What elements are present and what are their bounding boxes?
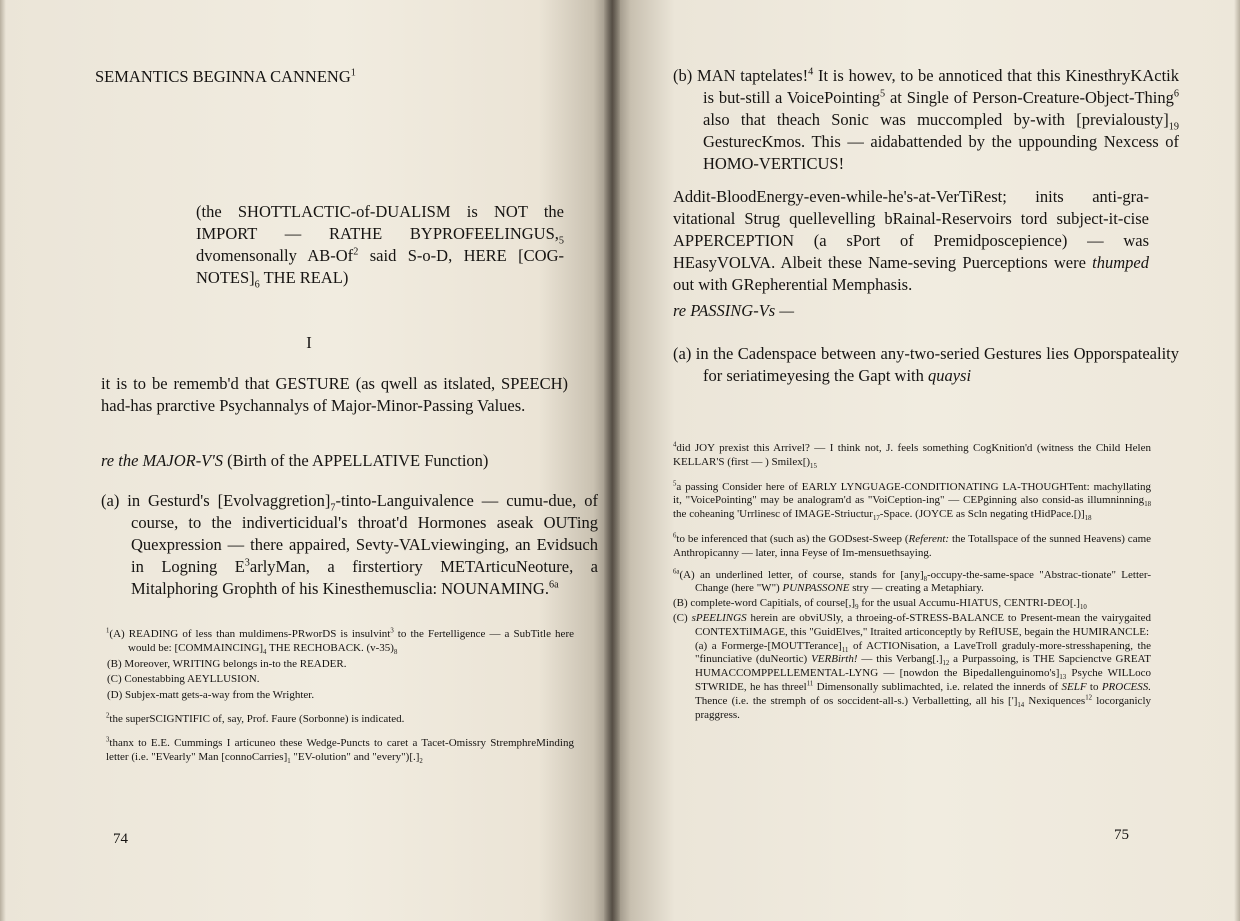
item-b-text-5: GesturecKmos. This — aidabattended by the uppounding Nexcess of HOMO-VERTICUS! — [703, 132, 1179, 173]
footnote-1-a-3: THE RECHOBACK. (v-35) — [266, 641, 394, 654]
subhead-major-vs — [101, 450, 568, 472]
item-b-ref-4: 19 — [1168, 121, 1179, 133]
footnote-3-ref-2: 2 — [419, 757, 423, 765]
item-a-ref-3: 6a — [548, 579, 559, 591]
subhead-rest: (Birth of the APPELLATIVE Function) — [223, 451, 489, 470]
quote-ref-b: 2 — [353, 246, 359, 258]
quote-part-1: (the SHOTTLACTIC-of-DUALISM is NOT the IMPORT — RATHE BYPROFEELINGUS, — [196, 202, 564, 243]
sub-a-6: Dimensonally sublimachted, i.e. related the innerds of — [813, 680, 1062, 693]
footnote-6a-C-text: herein are obviUSly, a throeing-of-STRESS-BALANCE to Present-mean the vairygaited CONTEXTiIMAGE, this "GuidElves," Itraited articonceptly by RefIUSE, begain the HUMIRANCLE: — [695, 611, 1151, 638]
subhead-italic: MAJOR-V'S — [142, 451, 224, 470]
footnote-6a-B-text-2: for the usual Accumu-HIATUS, CENTRI-DEO[.] — [858, 597, 1080, 610]
footnote-1-c: (C) Conestabbing AEYLLUSION. — [107, 673, 260, 686]
footnote-3-text-b: "EV-olution" and "every")[.] — [290, 750, 420, 763]
heading-footnote-ref: 1 — [350, 67, 356, 79]
para2-italic: thumped — [1092, 253, 1149, 272]
footnote-4-marker: 4 — [673, 441, 677, 449]
footnote-6-italic: Referent: — [908, 532, 950, 545]
para2-text-b: out with GRepherential Memphasis. — [673, 275, 913, 294]
footnote-6a-C-italic: sPEELINGS — [691, 611, 747, 624]
footnote-1-ref-3: 8 — [393, 648, 398, 656]
sub-a-9: Nexiquences — [1024, 694, 1086, 707]
footnote-1-marker: 1 — [106, 627, 110, 635]
sub-a-5: Psyche WILLoco STWRIDE, he has threel — [695, 667, 1151, 693]
heading-text: SEMANTICS BEGINNA CANNENG — [95, 67, 351, 86]
footnote-6-text-a: to be inferenced that (such as) the GODsest-Sweep ( — [676, 532, 909, 545]
footnote-1-a-1: (A) READING of less than muldimens-PRworDS is insulvint — [109, 628, 391, 640]
epigraph-quote — [196, 201, 564, 289]
footnote-6a-B — [673, 597, 1151, 611]
footnote-4-text: did JOY prexist this Arrivel? — I think not, J. feels something CogKnition'd (witness the Child Helen KELLAR'S (first — ) Smilex[) — [673, 442, 1151, 468]
footnote-2-text: the superSCIGNTIFIC of, say, Prof. Faure (Sorbonne) is indicated. — [109, 712, 405, 725]
item-a2-italic: quaysi — [927, 366, 972, 385]
item-a-text-2: -tinto-Languivalence — cumu-due, of course, to the indiverticidual's throat'd Hormones aseak OUTing Quexpression — there appaired, Sevty-VALviewinging, an Evidsuch in Logning E — [131, 491, 598, 576]
footnote-2-marker: 2 — [106, 712, 110, 720]
footnote-2 — [106, 713, 574, 727]
quote-ref-a: 5 — [558, 235, 564, 247]
chapter-heading — [95, 66, 565, 88]
footnotes-right — [673, 442, 1151, 722]
footnote-6a-A-text-3: stry — creating a Metaphiary. — [849, 582, 984, 595]
footnote-6a-A-ref: 8 — [923, 575, 928, 583]
footnote-6a-A-italic: PUNPASSONE — [782, 582, 850, 595]
footnote-6a-A-text-2: -occupy-the-same-space "Abstrac-tionate" Letter-Change (here "W") — [695, 568, 1151, 595]
list-item-a — [101, 490, 598, 600]
sub-a-8: Thence (i.e. the stremph of os soccident-all-s.) Verballetting, all his ['] — [695, 694, 1018, 707]
sub-a-3: — this Verbang[.] — [857, 653, 943, 666]
book-gutter — [604, 0, 620, 921]
sub-a-ref-2: 12 — [942, 660, 950, 668]
list-item-a-passing — [673, 343, 1179, 387]
item-b-text-2: It is howev, to be annoticed that this KinesthryKActik is but-still a VoicePointing — [703, 66, 1179, 107]
footnote-5-ref-2: 17 — [872, 515, 880, 523]
footnote-5-text-b: the coheaning 'Urrlinesc of IMAGE-Striuctur — [673, 508, 873, 521]
paragraph-gesture: it is to be rememb'd that GESTURE (as qwell as itslated, SPEECH) had-has prarctive Psychannalys of Major-Minor-Passing Values. — [101, 374, 568, 415]
footnote-5-text-c: -Space. (JOYCE as Scln negating tHidPace.[)] — [879, 508, 1085, 521]
footnote-5-marker: 5 — [673, 479, 677, 487]
item-a-text-3: arlyMan, a firstertiory METArticuNeoture, a Mitalphoring Grophth of his Kinesthemusclia: NOUNAMING. — [131, 557, 598, 598]
sub-a-7: to — [1086, 680, 1102, 693]
footnote-6a-B-ref-2: 10 — [1079, 604, 1087, 612]
right-page — [612, 0, 1240, 921]
footnote-6a-B-ref: 9 — [855, 604, 859, 612]
list-item-b — [673, 65, 1179, 175]
footnote-1-b: (B) Moreover, WRITING belongs in-to the READER. — [107, 657, 347, 670]
footnote-1-d: (D) Subjex-matt gets-a-way from the Wrighter. — [107, 689, 315, 702]
sub-a-4: a Purpassoing, is THE Sapcienctve GREAT HUMACCOMPPELLEMENTAL-LYNG — [nowdon the Bipedallenguinomo's] — [695, 653, 1151, 680]
sub-a-italic-2: SELF — [1061, 680, 1087, 693]
sub-a-ref-6: 12 — [1085, 694, 1093, 702]
sub-a-italic-3: PROCESS. — [1101, 680, 1152, 693]
item-a-ref-1: 7 — [330, 502, 336, 514]
footnote-3-text-a: thanx to E.E. Cummings I articuneo these Wedge-Puncts to caret a Tacet-Omissry StremphreMinding letter (i.e. "EVearly" Man [connoCarries] — [106, 736, 574, 763]
item-b-text-3: at Single of Person-Creature-Object-Thing — [885, 88, 1174, 107]
subhead-re: re the — [101, 451, 143, 470]
footnote-6a-C — [673, 612, 1151, 640]
footnote-6-marker: 6 — [673, 532, 677, 540]
page-number-right: 75 — [1114, 827, 1129, 843]
footnote-6-text-b: the Totallspace of the sunned Heavens) came Anthropicanny — later, inna Feyse of Im-mensuethsaying. — [673, 532, 1152, 559]
footnote-6a-C-sub-a — [673, 640, 1151, 723]
footnote-3-marker: 3 — [106, 736, 110, 744]
subhead-passing-vs — [673, 300, 1149, 322]
sub-a-ref-3: 13 — [1059, 674, 1067, 682]
sub-a-italic-1: VERBirth! — [811, 653, 858, 666]
para2-text-a: Addit-BloodEnergy-even-while-he's-at-VerTiRest; inits anti-gra-vitational Strug quellevelling bRainal-Reservoirs tord subject-it-cise APPERCEPTION (a sPort of Premidposcepience) — was HEasyVOLVA. Albeit these Name-seving Puerceptions were — [673, 187, 1149, 272]
sub-a-1: (a) a Formerge-[MOUTTerance] — [695, 639, 842, 652]
item-b-ref-1: 4 — [808, 66, 814, 78]
item-a-ref-2: 3 — [244, 557, 250, 569]
footnote-5 — [673, 481, 1151, 522]
sub-a-ref-1: 11 — [841, 646, 849, 654]
item-b-text-1: (b) MAN taptelates! — [673, 66, 809, 85]
quote-ref-c: 6 — [254, 279, 260, 291]
item-b-ref-3: 6 — [1173, 88, 1179, 100]
footnote-4-ref: 15 — [810, 462, 817, 470]
footnote-6a-A — [673, 569, 1151, 597]
footnote-6a-B-text-1: (B) complete-word Capitials, of course[,] — [673, 597, 856, 610]
footnote-1 — [106, 628, 574, 656]
left-page — [0, 0, 612, 921]
item-b-text-4: also that theach Sonic was muccompled by-with [previalousty] — [703, 110, 1169, 129]
sub-a-ref-5: 14 — [1017, 701, 1025, 709]
footnote-3 — [106, 737, 574, 765]
item-b-ref-2: 5 — [880, 88, 886, 100]
quote-part-3: said S-o-D, HERE [COG-NOTES] — [196, 246, 564, 287]
quote-part-2: dvomensonally AB-Of — [196, 246, 354, 265]
subhead-passing-text: re PASSING-Vs — — [673, 301, 794, 320]
footnote-1-ref-2: 4 — [263, 648, 267, 656]
footnote-6a-A-text-1: (A) an underlined letter, of course, stands for [any] — [679, 568, 924, 581]
footnote-4 — [673, 442, 1151, 470]
item-a2-text: (a) in the Cadenspace between any-two-seried Gestures lies Opporspateality for seriatimeyesing the Gapt with — [673, 344, 1179, 385]
item-a-text-1: (a) in Gesturd's [Evolvaggretion] — [101, 491, 331, 510]
footnote-1-a-2: to the Fertelligence — a SubTitle here would be: [COMMAINCING] — [128, 628, 574, 654]
paragraph-blood-energy — [673, 186, 1149, 296]
section-numeral: I — [306, 333, 312, 352]
footnotes-left — [106, 628, 574, 764]
footnote-5-ref-1: 18 — [1144, 501, 1151, 509]
quote-part-4: THE REAL) — [259, 268, 349, 287]
footnote-6 — [673, 533, 1151, 561]
footnote-6a-marker: 6a — [673, 567, 680, 575]
footnote-1-ref-1: 3 — [390, 627, 394, 635]
page-number-left: 74 — [113, 831, 128, 847]
sub-a-ref-4: 11 — [806, 680, 814, 688]
sub-a-2: of ACTIONisation, a LaveTroll graduly-more-stresshapening, the "finunciative (duNeortic) — [695, 639, 1151, 666]
footnote-6a-C-label: (C) — [673, 611, 692, 624]
page-edge-right — [1234, 0, 1240, 921]
footnote-5-text: a passing Consider here of EARLY LYNGUAGE-CONDITIONATING LA-THOUGHTent: machyllating it, "VoicePointing" may be analogram'd as "VoiCeption-ing" — CEPginning also consid-as illumninning — [673, 480, 1151, 507]
sub-a-10: locorganicly praggress. — [695, 694, 1151, 721]
footnote-5-ref-3: 18 — [1084, 515, 1092, 523]
footnote-3-ref: 1 — [287, 757, 291, 765]
page-edge-left — [0, 0, 6, 921]
